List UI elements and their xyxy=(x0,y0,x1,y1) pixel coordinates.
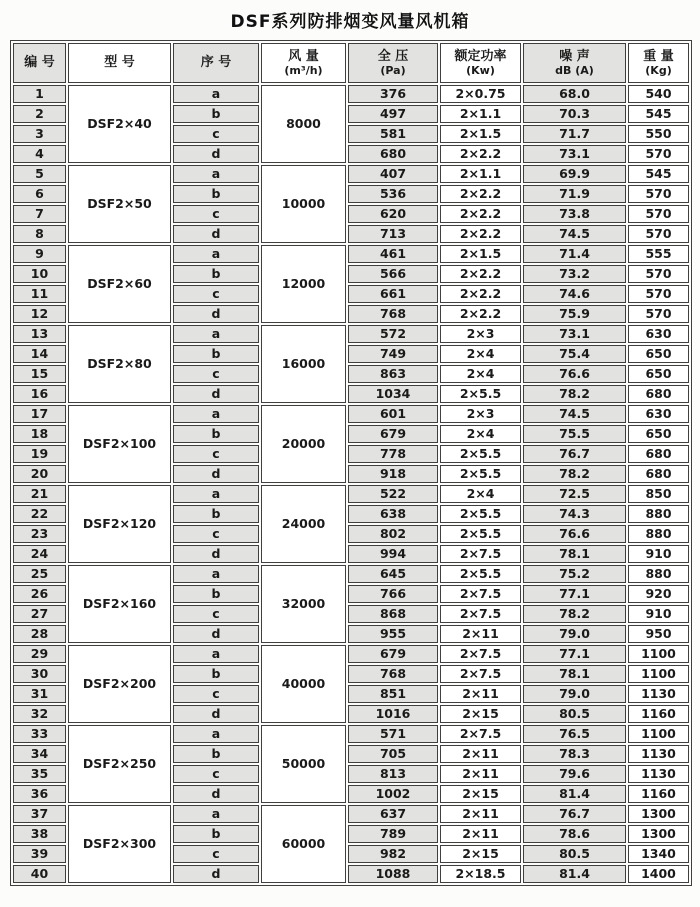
cell-no: 23 xyxy=(13,525,66,543)
cell-power: 2×11 xyxy=(440,625,521,643)
cell-no: 28 xyxy=(13,625,66,643)
cell-pressure: 713 xyxy=(348,225,438,243)
column-unit: (Kg) xyxy=(645,64,672,78)
cell-pressure: 661 xyxy=(348,285,438,303)
cell-power: 2×5.5 xyxy=(440,565,521,583)
cell-weight: 570 xyxy=(628,185,689,203)
cell-pressure: 851 xyxy=(348,685,438,703)
cell-power: 2×2.2 xyxy=(440,265,521,283)
cell-seq: c xyxy=(173,365,259,383)
cell-noise: 71.7 xyxy=(523,125,626,143)
cell-pressure: 571 xyxy=(348,725,438,743)
cell-noise: 79.6 xyxy=(523,765,626,783)
cell-noise: 76.6 xyxy=(523,365,626,383)
cell-noise: 68.0 xyxy=(523,85,626,103)
cell-weight: 550 xyxy=(628,125,689,143)
cell-pressure: 749 xyxy=(348,345,438,363)
cell-noise: 81.4 xyxy=(523,865,626,883)
cell-no: 14 xyxy=(13,345,66,363)
cell-seq: b xyxy=(173,505,259,523)
cell-no: 16 xyxy=(13,385,66,403)
cell-seq: d xyxy=(173,625,259,643)
cell-noise: 72.5 xyxy=(523,485,626,503)
cell-noise: 76.5 xyxy=(523,725,626,743)
column-label: 风 量 xyxy=(288,48,319,64)
cell-model: DSF2×60 xyxy=(68,245,171,323)
table-row xyxy=(13,645,689,663)
cell-power: 2×4 xyxy=(440,365,521,383)
cell-model: DSF2×100 xyxy=(68,405,171,483)
cell-pressure: 789 xyxy=(348,825,438,843)
column-label: 编 号 xyxy=(24,54,55,70)
cell-power: 2×2.2 xyxy=(440,205,521,223)
column-header-airflow xyxy=(261,43,346,83)
cell-seq: d xyxy=(173,305,259,323)
cell-no: 24 xyxy=(13,545,66,563)
cell-weight: 570 xyxy=(628,265,689,283)
cell-pressure: 868 xyxy=(348,605,438,623)
cell-seq: a xyxy=(173,485,259,503)
cell-power: 2×5.5 xyxy=(440,445,521,463)
cell-no: 29 xyxy=(13,645,66,663)
cell-pressure: 982 xyxy=(348,845,438,863)
cell-weight: 1160 xyxy=(628,785,689,803)
cell-no: 9 xyxy=(13,245,66,263)
cell-no: 39 xyxy=(13,845,66,863)
cell-pressure: 407 xyxy=(348,165,438,183)
cell-seq: c xyxy=(173,685,259,703)
cell-no: 8 xyxy=(13,225,66,243)
cell-airflow: 12000 xyxy=(261,245,346,323)
cell-power: 2×7.5 xyxy=(440,665,521,683)
cell-noise: 81.4 xyxy=(523,785,626,803)
cell-power: 2×7.5 xyxy=(440,545,521,563)
cell-power: 2×11 xyxy=(440,745,521,763)
cell-no: 2 xyxy=(13,105,66,123)
cell-airflow: 8000 xyxy=(261,85,346,163)
column-header-noise xyxy=(523,43,626,83)
cell-weight: 1100 xyxy=(628,645,689,663)
cell-seq: d xyxy=(173,785,259,803)
table-row xyxy=(13,405,689,423)
column-header-pressure xyxy=(348,43,438,83)
cell-power: 2×4 xyxy=(440,425,521,443)
cell-pressure: 497 xyxy=(348,105,438,123)
cell-weight: 1100 xyxy=(628,725,689,743)
cell-seq: b xyxy=(173,185,259,203)
cell-model: DSF2×40 xyxy=(68,85,171,163)
cell-power: 2×3 xyxy=(440,405,521,423)
cell-no: 13 xyxy=(13,325,66,343)
cell-pressure: 679 xyxy=(348,425,438,443)
cell-weight: 570 xyxy=(628,145,689,163)
cell-seq: d xyxy=(173,705,259,723)
cell-weight: 1130 xyxy=(628,685,689,703)
cell-seq: d xyxy=(173,865,259,883)
cell-seq: b xyxy=(173,265,259,283)
cell-pressure: 376 xyxy=(348,85,438,103)
cell-pressure: 778 xyxy=(348,445,438,463)
cell-noise: 71.9 xyxy=(523,185,626,203)
cell-no: 6 xyxy=(13,185,66,203)
cell-power: 2×4 xyxy=(440,345,521,363)
cell-pressure: 802 xyxy=(348,525,438,543)
cell-power: 2×11 xyxy=(440,825,521,843)
cell-power: 2×5.5 xyxy=(440,385,521,403)
column-label: 重 量 xyxy=(643,48,674,64)
cell-no: 10 xyxy=(13,265,66,283)
cell-seq: d xyxy=(173,145,259,163)
cell-noise: 74.3 xyxy=(523,505,626,523)
cell-power: 2×2.2 xyxy=(440,145,521,163)
cell-noise: 78.3 xyxy=(523,745,626,763)
cell-noise: 78.6 xyxy=(523,825,626,843)
cell-seq: b xyxy=(173,345,259,363)
cell-airflow: 32000 xyxy=(261,565,346,643)
cell-power: 2×18.5 xyxy=(440,865,521,883)
cell-power: 2×0.75 xyxy=(440,85,521,103)
cell-seq: c xyxy=(173,445,259,463)
cell-pressure: 461 xyxy=(348,245,438,263)
table-row xyxy=(13,725,689,743)
table-row xyxy=(13,325,689,343)
cell-weight: 910 xyxy=(628,605,689,623)
cell-pressure: 679 xyxy=(348,645,438,663)
cell-power: 2×15 xyxy=(440,785,521,803)
cell-no: 37 xyxy=(13,805,66,823)
cell-airflow: 16000 xyxy=(261,325,346,403)
cell-weight: 1130 xyxy=(628,745,689,763)
column-unit: (m³/h) xyxy=(284,64,323,78)
column-header-power xyxy=(440,43,521,83)
cell-weight: 1300 xyxy=(628,825,689,843)
cell-weight: 880 xyxy=(628,565,689,583)
cell-airflow: 10000 xyxy=(261,165,346,243)
cell-model: DSF2×200 xyxy=(68,645,171,723)
cell-seq: d xyxy=(173,465,259,483)
cell-weight: 650 xyxy=(628,425,689,443)
cell-noise: 74.6 xyxy=(523,285,626,303)
table-header xyxy=(13,43,689,83)
cell-noise: 74.5 xyxy=(523,405,626,423)
cell-airflow: 40000 xyxy=(261,645,346,723)
column-label: 噪 声 xyxy=(559,48,590,64)
cell-pressure: 645 xyxy=(348,565,438,583)
cell-model: DSF2×50 xyxy=(68,165,171,243)
cell-model: DSF2×120 xyxy=(68,485,171,563)
cell-pressure: 522 xyxy=(348,485,438,503)
cell-no: 25 xyxy=(13,565,66,583)
cell-noise: 70.3 xyxy=(523,105,626,123)
cell-no: 38 xyxy=(13,825,66,843)
cell-weight: 630 xyxy=(628,405,689,423)
cell-weight: 570 xyxy=(628,305,689,323)
cell-noise: 75.4 xyxy=(523,345,626,363)
cell-no: 40 xyxy=(13,865,66,883)
cell-airflow: 24000 xyxy=(261,485,346,563)
cell-noise: 79.0 xyxy=(523,685,626,703)
cell-weight: 545 xyxy=(628,165,689,183)
column-unit: dB (A) xyxy=(555,64,594,78)
cell-noise: 80.5 xyxy=(523,845,626,863)
cell-seq: c xyxy=(173,125,259,143)
cell-seq: a xyxy=(173,85,259,103)
cell-seq: c xyxy=(173,285,259,303)
cell-power: 2×11 xyxy=(440,765,521,783)
cell-power: 2×7.5 xyxy=(440,645,521,663)
cell-seq: a xyxy=(173,325,259,343)
cell-no: 20 xyxy=(13,465,66,483)
cell-pressure: 638 xyxy=(348,505,438,523)
cell-weight: 920 xyxy=(628,585,689,603)
table-row xyxy=(13,85,689,103)
cell-weight: 540 xyxy=(628,85,689,103)
cell-noise: 78.2 xyxy=(523,605,626,623)
cell-noise: 78.1 xyxy=(523,665,626,683)
cell-noise: 77.1 xyxy=(523,645,626,663)
cell-seq: b xyxy=(173,585,259,603)
cell-power: 2×1.1 xyxy=(440,165,521,183)
cell-no: 26 xyxy=(13,585,66,603)
cell-seq: d xyxy=(173,545,259,563)
column-header-weight xyxy=(628,43,689,83)
cell-no: 12 xyxy=(13,305,66,323)
cell-pressure: 1034 xyxy=(348,385,438,403)
cell-seq: b xyxy=(173,745,259,763)
cell-no: 36 xyxy=(13,785,66,803)
cell-pressure: 572 xyxy=(348,325,438,343)
header-row xyxy=(13,43,689,83)
cell-seq: b xyxy=(173,105,259,123)
cell-pressure: 680 xyxy=(348,145,438,163)
cell-pressure: 768 xyxy=(348,305,438,323)
cell-no: 19 xyxy=(13,445,66,463)
cell-noise: 76.7 xyxy=(523,805,626,823)
column-header-seq xyxy=(173,43,259,83)
cell-seq: a xyxy=(173,645,259,663)
cell-pressure: 813 xyxy=(348,765,438,783)
cell-noise: 71.4 xyxy=(523,245,626,263)
cell-no: 32 xyxy=(13,705,66,723)
column-unit: (Kw) xyxy=(466,64,495,78)
cell-no: 34 xyxy=(13,745,66,763)
table-row xyxy=(13,165,689,183)
cell-pressure: 1016 xyxy=(348,705,438,723)
column-label: 型 号 xyxy=(104,54,135,70)
cell-pressure: 955 xyxy=(348,625,438,643)
cell-weight: 850 xyxy=(628,485,689,503)
page-title: DSF系列防排烟变风量风机箱 xyxy=(230,12,470,32)
cell-noise: 73.8 xyxy=(523,205,626,223)
cell-no: 5 xyxy=(13,165,66,183)
cell-pressure: 918 xyxy=(348,465,438,483)
cell-noise: 73.1 xyxy=(523,145,626,163)
cell-seq: c xyxy=(173,205,259,223)
cell-seq: d xyxy=(173,225,259,243)
column-header-model xyxy=(68,43,171,83)
cell-noise: 73.1 xyxy=(523,325,626,343)
cell-noise: 69.9 xyxy=(523,165,626,183)
cell-no: 7 xyxy=(13,205,66,223)
cell-pressure: 1088 xyxy=(348,865,438,883)
cell-pressure: 766 xyxy=(348,585,438,603)
cell-no: 1 xyxy=(13,85,66,103)
cell-pressure: 536 xyxy=(348,185,438,203)
cell-no: 35 xyxy=(13,765,66,783)
cell-no: 22 xyxy=(13,505,66,523)
cell-seq: c xyxy=(173,605,259,623)
column-label: 额定功率 xyxy=(454,48,507,64)
cell-power: 2×3 xyxy=(440,325,521,343)
cell-seq: d xyxy=(173,385,259,403)
cell-power: 2×2.2 xyxy=(440,185,521,203)
cell-noise: 75.5 xyxy=(523,425,626,443)
table-row xyxy=(13,805,689,823)
cell-noise: 73.2 xyxy=(523,265,626,283)
cell-weight: 880 xyxy=(628,525,689,543)
cell-airflow: 50000 xyxy=(261,725,346,803)
cell-no: 17 xyxy=(13,405,66,423)
cell-no: 15 xyxy=(13,365,66,383)
cell-no: 31 xyxy=(13,685,66,703)
column-label: 全 压 xyxy=(377,48,409,64)
table-body xyxy=(13,85,689,883)
cell-noise: 78.2 xyxy=(523,465,626,483)
cell-weight: 1340 xyxy=(628,845,689,863)
cell-power: 2×1.5 xyxy=(440,245,521,263)
cell-weight: 680 xyxy=(628,385,689,403)
column-unit: (Pa) xyxy=(380,64,406,78)
table-row xyxy=(13,245,689,263)
cell-noise: 78.1 xyxy=(523,545,626,563)
cell-pressure: 566 xyxy=(348,265,438,283)
cell-noise: 78.2 xyxy=(523,385,626,403)
cell-noise: 76.6 xyxy=(523,525,626,543)
cell-model: DSF2×80 xyxy=(68,325,171,403)
cell-airflow: 60000 xyxy=(261,805,346,883)
cell-weight: 555 xyxy=(628,245,689,263)
column-label: 序 号 xyxy=(200,54,232,70)
table-row xyxy=(13,485,689,503)
cell-no: 27 xyxy=(13,605,66,623)
cell-weight: 570 xyxy=(628,285,689,303)
cell-weight: 545 xyxy=(628,105,689,123)
cell-pressure: 1002 xyxy=(348,785,438,803)
cell-power: 2×5.5 xyxy=(440,505,521,523)
cell-seq: b xyxy=(173,825,259,843)
cell-weight: 1300 xyxy=(628,805,689,823)
cell-weight: 680 xyxy=(628,465,689,483)
cell-noise: 79.0 xyxy=(523,625,626,643)
cell-no: 33 xyxy=(13,725,66,743)
cell-weight: 680 xyxy=(628,445,689,463)
cell-weight: 1100 xyxy=(628,665,689,683)
cell-noise: 77.1 xyxy=(523,585,626,603)
cell-pressure: 768 xyxy=(348,665,438,683)
cell-seq: a xyxy=(173,165,259,183)
column-header-no xyxy=(13,43,66,83)
cell-seq: b xyxy=(173,425,259,443)
cell-weight: 630 xyxy=(628,325,689,343)
cell-seq: b xyxy=(173,665,259,683)
cell-seq: c xyxy=(173,765,259,783)
cell-weight: 950 xyxy=(628,625,689,643)
cell-model: DSF2×250 xyxy=(68,725,171,803)
cell-noise: 80.5 xyxy=(523,705,626,723)
cell-power: 2×15 xyxy=(440,705,521,723)
cell-noise: 76.7 xyxy=(523,445,626,463)
cell-no: 30 xyxy=(13,665,66,683)
cell-power: 2×2.2 xyxy=(440,305,521,323)
cell-pressure: 705 xyxy=(348,745,438,763)
cell-no: 4 xyxy=(13,145,66,163)
cell-airflow: 20000 xyxy=(261,405,346,483)
cell-pressure: 637 xyxy=(348,805,438,823)
cell-power: 2×2.2 xyxy=(440,285,521,303)
cell-power: 2×5.5 xyxy=(440,525,521,543)
cell-power: 2×2.2 xyxy=(440,225,521,243)
cell-no: 11 xyxy=(13,285,66,303)
cell-weight: 1160 xyxy=(628,705,689,723)
cell-power: 2×15 xyxy=(440,845,521,863)
cell-seq: a xyxy=(173,565,259,583)
cell-seq: a xyxy=(173,725,259,743)
cell-no: 18 xyxy=(13,425,66,443)
cell-model: DSF2×300 xyxy=(68,805,171,883)
fan-spec-table xyxy=(10,40,692,886)
cell-no: 21 xyxy=(13,485,66,503)
cell-noise: 75.2 xyxy=(523,565,626,583)
cell-pressure: 994 xyxy=(348,545,438,563)
cell-seq: a xyxy=(173,405,259,423)
cell-power: 2×1.1 xyxy=(440,105,521,123)
cell-weight: 910 xyxy=(628,545,689,563)
table-row xyxy=(13,565,689,583)
cell-no: 3 xyxy=(13,125,66,143)
cell-power: 2×7.5 xyxy=(440,725,521,743)
cell-weight: 570 xyxy=(628,225,689,243)
cell-weight: 650 xyxy=(628,365,689,383)
cell-seq: a xyxy=(173,245,259,263)
cell-power: 2×11 xyxy=(440,685,521,703)
cell-weight: 650 xyxy=(628,345,689,363)
cell-noise: 74.5 xyxy=(523,225,626,243)
cell-power: 2×11 xyxy=(440,805,521,823)
cell-power: 2×4 xyxy=(440,485,521,503)
cell-power: 2×7.5 xyxy=(440,585,521,603)
cell-weight: 1130 xyxy=(628,765,689,783)
cell-noise: 75.9 xyxy=(523,305,626,323)
cell-model: DSF2×160 xyxy=(68,565,171,643)
cell-seq: c xyxy=(173,525,259,543)
cell-pressure: 581 xyxy=(348,125,438,143)
cell-power: 2×7.5 xyxy=(440,605,521,623)
cell-pressure: 601 xyxy=(348,405,438,423)
cell-seq: a xyxy=(173,805,259,823)
cell-weight: 880 xyxy=(628,505,689,523)
cell-weight: 570 xyxy=(628,205,689,223)
cell-pressure: 620 xyxy=(348,205,438,223)
cell-weight: 1400 xyxy=(628,865,689,883)
cell-power: 2×1.5 xyxy=(440,125,521,143)
cell-power: 2×5.5 xyxy=(440,465,521,483)
cell-pressure: 863 xyxy=(348,365,438,383)
cell-seq: c xyxy=(173,845,259,863)
